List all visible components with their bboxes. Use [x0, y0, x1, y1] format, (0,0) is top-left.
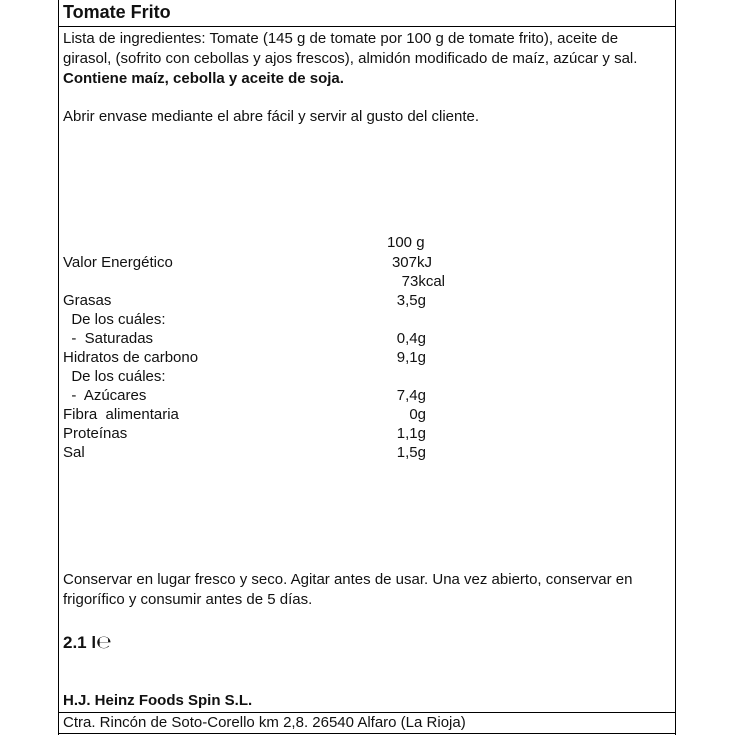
title-divider — [58, 26, 676, 27]
ingredients-text: Lista de ingredientes: Tomate (145 g de tomate por 100 g de tomate frito), aceite de girasol, (sofrito con cebollas y ajos frescos), almidón modificado de maíz, azúcar y sal. — [63, 30, 638, 67]
nutrition-label: - Azúcares — [63, 387, 147, 404]
nutrition-label: Proteínas — [63, 425, 128, 442]
company-divider — [58, 712, 676, 713]
company-name: H.J. Heinz Foods Spin S.L. — [63, 692, 253, 709]
ingredients-list — [63, 29, 668, 89]
nutrition-value: 7,4g — [396, 387, 426, 404]
bottom-divider — [58, 733, 676, 734]
nutrition-value — [346, 310, 426, 329]
nutrition-label: - Saturadas — [63, 330, 154, 347]
nutrition-label: Sal — [63, 444, 85, 461]
nutrition-value: 307kJ — [391, 254, 432, 271]
usage-instructions: Abrir envase mediante el abre fácil y servir al gusto del cliente. — [63, 108, 480, 125]
nutrition-value: 73kcal — [401, 273, 445, 290]
nutrition-label: Fibra alimentaria — [63, 406, 179, 423]
nutrition-label: De los cuáles: — [63, 311, 166, 328]
estimated-sign-icon: ℮ — [96, 632, 112, 653]
nutrition-label: Grasas — [63, 292, 112, 309]
nutrition-value: 9,1g — [396, 349, 426, 366]
nutrition-value: 3,5g — [396, 292, 426, 309]
nutrition-label: Hidratos de carbono — [63, 349, 199, 366]
nutrition-column-header: 100 g — [387, 234, 425, 251]
nutrition-value: 0g — [409, 406, 426, 423]
nutrition-value: 1,5g — [396, 444, 426, 461]
nutrition-label: Valor Energético — [63, 254, 173, 271]
nutrition-value: 0,4g — [396, 330, 426, 347]
product-title: Tomate Frito — [63, 2, 171, 22]
volume-text: 2.1 l — [63, 633, 97, 652]
allergen-statement: Contiene maíz, cebolla y aceite de soja. — [63, 70, 344, 87]
nutrition-value — [346, 367, 426, 386]
net-volume — [63, 632, 111, 653]
storage-instructions: Conservar en lugar fresco y seco. Agitar antes de usar. Una vez abierto, conservar en frigorífico y consumir antes de 5 días. — [63, 571, 633, 608]
nutrition-label: De los cuáles: — [63, 368, 166, 385]
company-address: Ctra. Rincón de Soto-Corello km 2,8. 26540 Alfaro (La Rioja) — [63, 714, 466, 731]
nutrition-value: 1,1g — [396, 425, 426, 442]
